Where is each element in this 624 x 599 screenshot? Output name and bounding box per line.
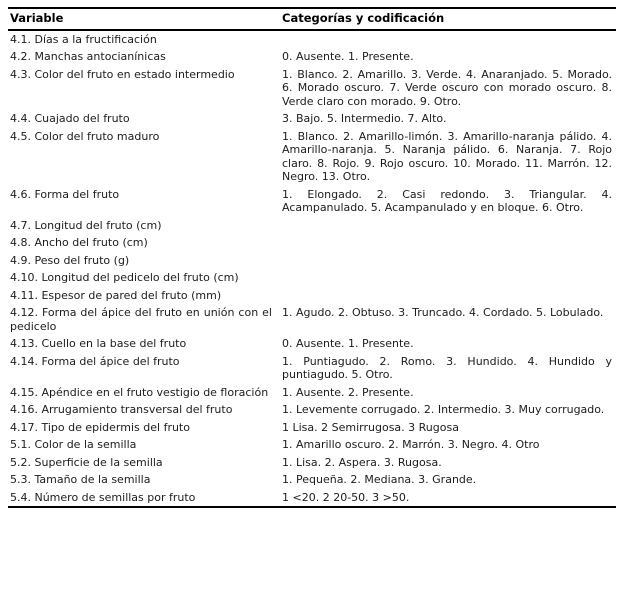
- categories-cell: [280, 269, 616, 287]
- categories-cell: 1. Blanco. 2. Amarillo. 3. Verde. 4. Anaranjado. 5. Morado. 6. Morado oscuro. 7. Verde oscuro con morado oscuro. 8. Verde claro con morado. 9. Otro.: [282, 67, 612, 108]
- categories-cell: 3. Bajo. 5. Intermedio. 7. Alto.: [282, 112, 447, 125]
- categories-cell: 1. Lisa. 2. Aspera. 3. Rugosa.: [282, 455, 442, 469]
- table-row: [8, 489, 616, 508]
- descriptor-table: [8, 7, 616, 508]
- table-row: [8, 186, 616, 217]
- variable-cell: 4.13. Cuello en la base del fruto: [10, 337, 187, 350]
- variable-cell: 5.3. Tamaño de la semilla: [10, 473, 151, 486]
- table-row: [8, 304, 616, 335]
- categories-cell: 1 <20. 2 20-50. 3 >50.: [282, 490, 410, 504]
- table-row: [8, 401, 616, 419]
- variable-cell: 4.16. Arrugamiento transversal del fruto: [10, 403, 233, 416]
- table-row: [8, 269, 616, 287]
- variable-cell: 4.2. Manchas antocianínicas: [10, 50, 166, 63]
- categories-cell: 0. Ausente. 1. Presente.: [282, 337, 414, 350]
- categories-cell: 1. Amarillo oscuro. 2. Marrón. 3. Negro. 4. Otro: [282, 438, 540, 451]
- variable-cell: 4.17. Tipo de epidermis del fruto: [10, 420, 190, 434]
- table-header-row: [8, 8, 616, 30]
- table-row: [8, 128, 616, 186]
- categories-cell: 1. Agudo. 2. Obtuso. 3. Truncado. 4. Cordado. 5. Lobulado.: [282, 306, 604, 319]
- categories-cell: 0. Ausente. 1. Presente.: [282, 50, 414, 63]
- categories-cell: [280, 287, 616, 305]
- variable-cell: 4.1. Días a la fructificación: [10, 32, 157, 46]
- table-row: [8, 335, 616, 353]
- categories-cell: 1. Elongado. 2. Casi redondo. 3. Triangular. 4. Acampanulado. 5. Acampanulado y en bloque. 6. Otro.: [282, 187, 612, 214]
- table-row: [8, 419, 616, 437]
- variable-cell: 5.1. Color de la semilla: [10, 438, 137, 451]
- categories-cell: 1. Ausente. 2. Presente.: [282, 385, 414, 399]
- categories-cell: 1. Blanco. 2. Amarillo-limón. 3. Amarillo-naranja pálido. 4. Amarillo-naranja. 5. Naranja pálido. 6. Naranja. 7. Rojo claro. 8. Rojo. 9. Rojo oscuro. 10. Morado. 11. Marrón. 12. Negro. 13. Otro.: [282, 129, 612, 183]
- table-row: [8, 384, 616, 402]
- categories-cell: [280, 234, 616, 252]
- table-row: [8, 30, 616, 49]
- variable-cell: 5.4. Número de semillas por fruto: [10, 490, 196, 504]
- variable-cell: 5.2. Superficie de la semilla: [10, 455, 163, 469]
- categories-cell: 1. Levemente corrugado. 2. Intermedio. 3. Muy corrugado.: [282, 403, 605, 416]
- variable-cell: 4.8. Ancho del fruto (cm): [10, 236, 148, 249]
- variable-cell: 4.11. Espesor de pared del fruto (mm): [10, 288, 222, 302]
- variable-cell: 4.10. Longitud del pedicelo del fruto (cm): [10, 271, 239, 284]
- table-row: [8, 454, 616, 472]
- variable-cell: 4.12. Forma del ápice del fruto en unión con el pedicelo: [10, 306, 272, 333]
- table-row: [8, 217, 616, 235]
- table-row: [8, 436, 616, 454]
- variable-cell: 4.15. Apéndice en el fruto vestigio de floración: [10, 385, 269, 399]
- categories-cell: [280, 30, 616, 49]
- variable-cell: 4.4. Cuajado del fruto: [10, 112, 130, 125]
- categories-cell: [280, 217, 616, 235]
- variable-cell: 4.14. Forma del ápice del fruto: [10, 354, 180, 368]
- variable-cell: 4.6. Forma del fruto: [10, 187, 120, 201]
- column-header-categories: Categorías y codificación: [280, 8, 616, 30]
- categories-cell: 1 Lisa. 2 Semirrugosa. 3 Rugosa: [282, 420, 459, 434]
- categories-cell: 1. Pequeña. 2. Mediana. 3. Grande.: [282, 473, 477, 486]
- table-row: [8, 234, 616, 252]
- table-row: [8, 110, 616, 128]
- table-row: [8, 48, 616, 66]
- table-row: [8, 287, 616, 305]
- table-row: [8, 252, 616, 270]
- table-body: [8, 30, 616, 508]
- variable-cell: 4.7. Longitud del fruto (cm): [10, 218, 162, 232]
- table-row: [8, 353, 616, 384]
- variable-cell: 4.3. Color del fruto en estado intermedio: [10, 67, 235, 81]
- variable-cell: 4.5. Color del fruto maduro: [10, 129, 160, 143]
- categories-cell: 1. Puntiagudo. 2. Romo. 3. Hundido. 4. Hundido y puntiagudo. 5. Otro.: [282, 354, 612, 381]
- variable-cell: 4.9. Peso del fruto (g): [10, 253, 130, 267]
- column-header-variable: Variable: [8, 8, 280, 30]
- table-row: [8, 471, 616, 489]
- table-row: [8, 66, 616, 111]
- categories-cell: [280, 252, 616, 270]
